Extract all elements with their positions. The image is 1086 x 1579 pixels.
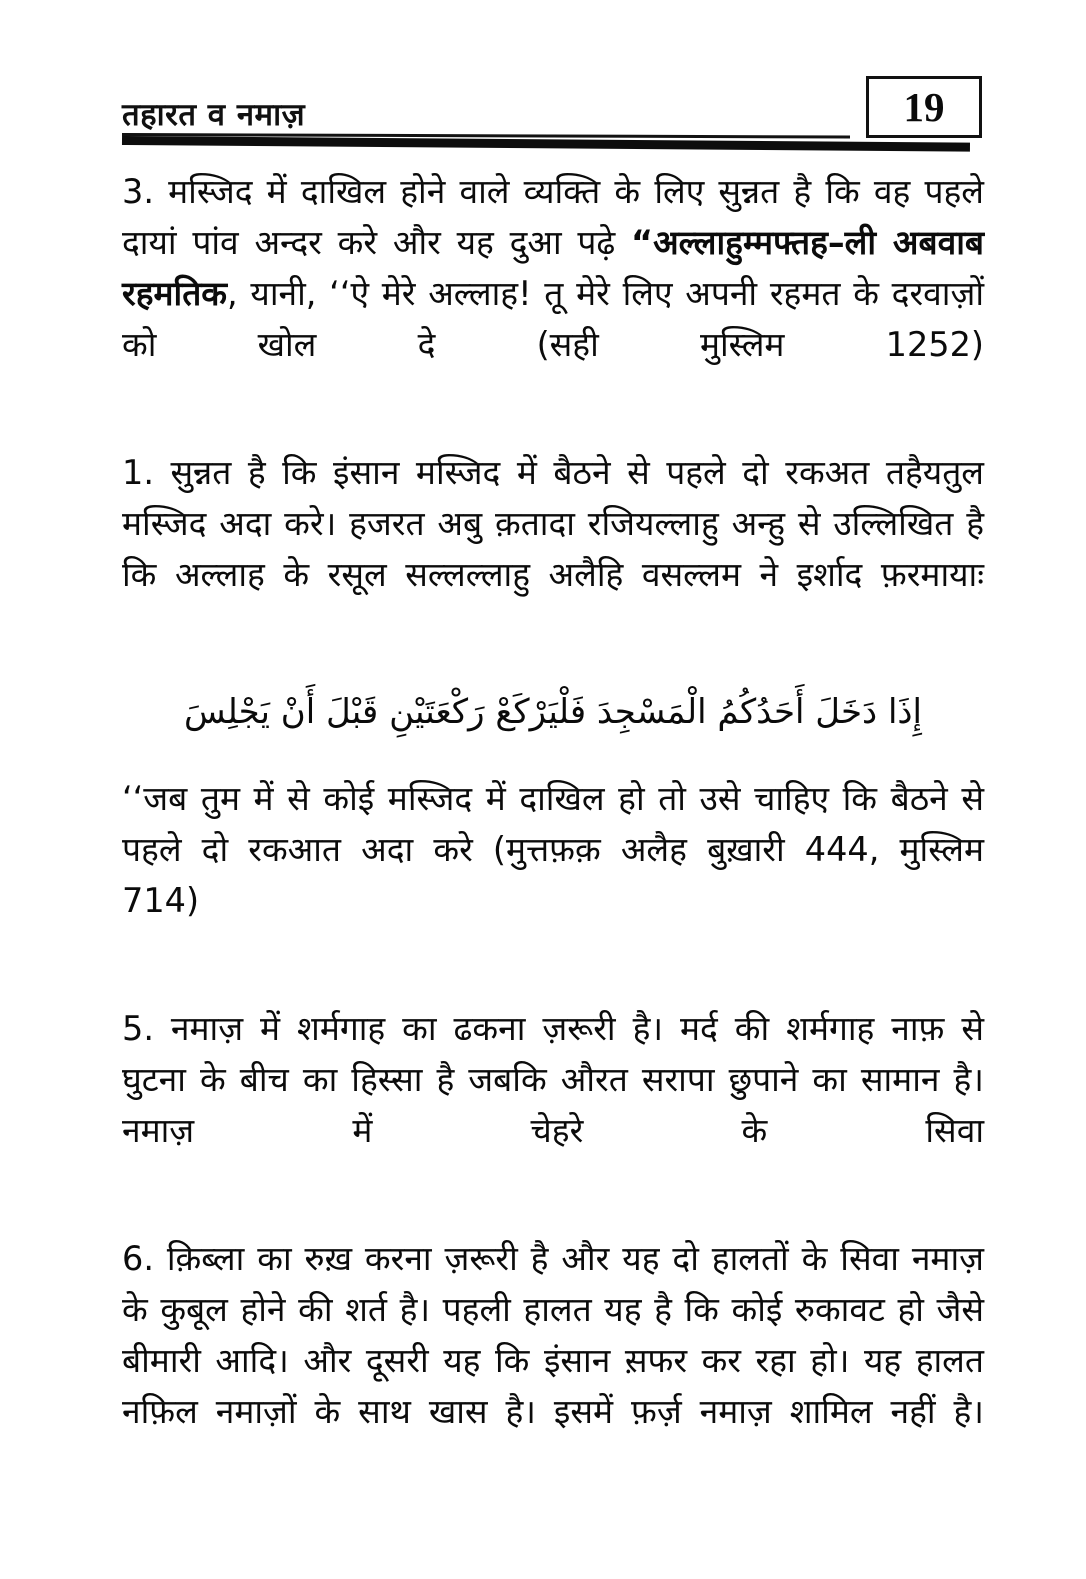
- paragraph-text: 1. सुन्नत है कि इंसान मस्जिद में बैठने से पहले दो रकअत तहैयतुल मस्जिद अदा करे। हजरत अबु क़तादा रजियल्लाहु अन्हु से उल्लिखित है कि अल्लाह के रसूल सल्लल्लाहु अलैहि वसल्लम ने इर्शाद फ़रमायाः: [122, 453, 984, 594]
- paragraph-text: 6. क़िब्ला का रुख़ करना ज़रूरी है और यह दो हालतों के सिवा नमाज़ के कुबूल होने की शर्त है। पहली हालत यह है कि कोई रुकावट हो जैसे बीमारी आदि। और दूसरी यह कि इंसान स़फर कर रहा हो। यह हालत नफ़िल नमाज़ों के साथ खास है। इसमें फ़र्ज़ नमाज़ शामिल नहीं है।: [122, 1239, 984, 1431]
- paragraph-text: , यानी, ‘‘ऐ मेरे अल्लाह! तू मेरे लिए अपनी रहमत के दरवाज़ों को खोल दे (सही मुस्लिम 1252): [122, 274, 984, 364]
- paragraph-group-after-hadith: [122, 773, 984, 1488]
- page-header-title: तहारत व नमाज़: [122, 97, 306, 133]
- page-header: [0, 0, 1086, 152]
- arabic-hadith-text: إِذَا دَخَلَ أَحَدُكُمُ الْمَسْجِدَ فَلْيَرْكَعْ رَكْعَتَيْنِ قَبْلَ أَنْ يَجْلِسَ: [183, 692, 923, 732]
- paragraph-text: 3. मस्जिद में दाखिल होने वाले व्यक्ति के लिए सुन्नत है कि वह पहले दायां पांव अन्दर करे और यह दुआ पढ़े: [122, 172, 984, 262]
- paragraph-text: ‘‘जब तुम में से कोई मस्जिद में दाखिल हो तो उसे चाहिए कि बैठने से पहले दो रकआत अदा करे (मुत्तफ़क़ अलैह बुख़ारी 444, मुस्लिम 714): [122, 779, 984, 920]
- para-3: [122, 166, 984, 421]
- page-number: 19: [903, 83, 945, 130]
- para-6: [122, 1233, 984, 1488]
- para-5: [122, 1003, 984, 1207]
- para-translation: [122, 773, 984, 977]
- page-number-box: [866, 76, 982, 138]
- paragraph-text: 5. नमाज़ में शर्मगाह का ढकना ज़रूरी है। मर्द की शर्मगाह नाफ़ से घुटना के बीच का हिस्सा है जबकि औरत सरापा छुपाने का सामान है। नमाज़ में चेहरे के सिवा: [122, 1009, 984, 1150]
- para-1: [122, 447, 984, 651]
- paragraph-group-before-hadith: [122, 166, 984, 651]
- emphasised-dua-text: “अल्लाहुम्मफ्तह–ली अबवाब रहमतिक: [122, 223, 985, 313]
- page-body: [122, 166, 984, 1488]
